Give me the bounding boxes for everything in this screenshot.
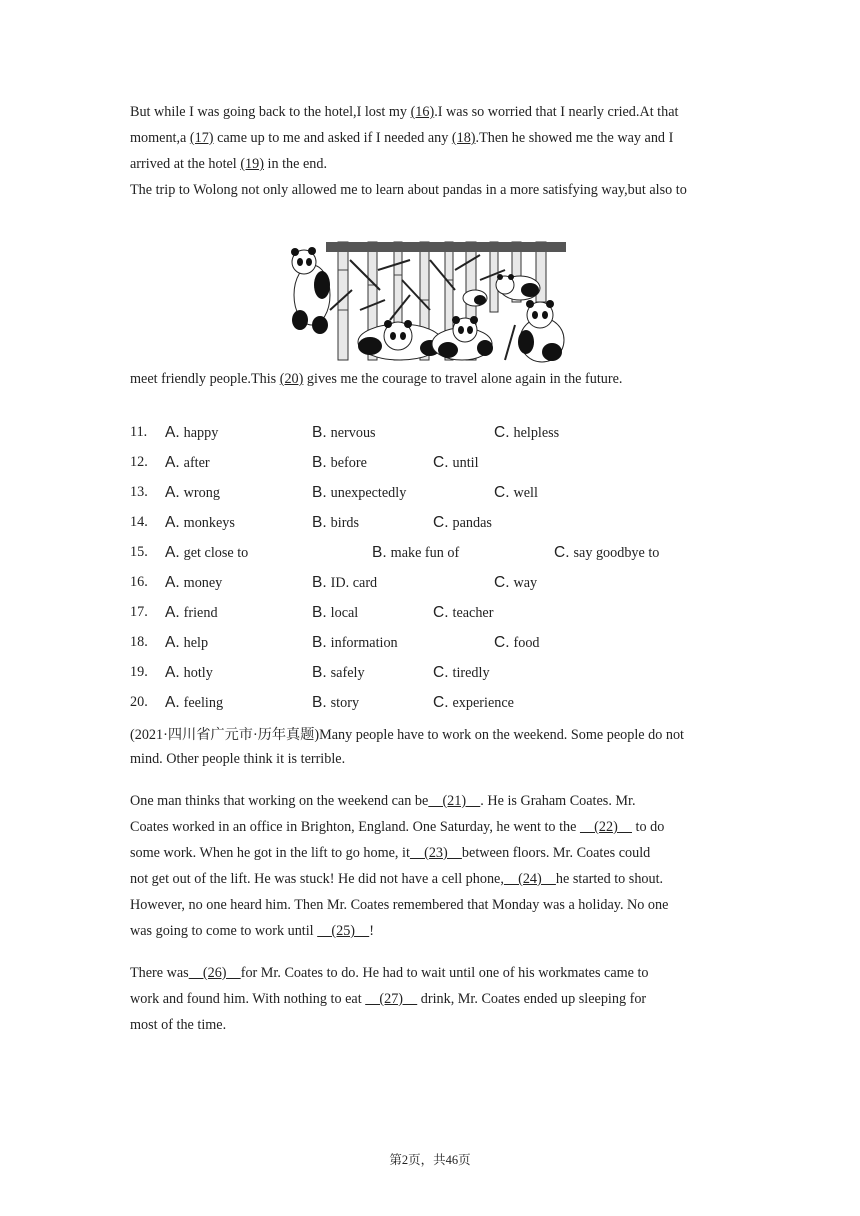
option-letter: A. <box>165 454 180 471</box>
passage-line: most of the time. <box>130 1017 227 1033</box>
option-letter: A. <box>165 514 180 531</box>
option-c[interactable] <box>494 484 538 502</box>
option-letter: C. <box>433 694 449 711</box>
option-a[interactable] <box>165 544 248 562</box>
option-text: feeling <box>183 695 224 711</box>
question-number: 19. <box>130 664 148 680</box>
option-text: until <box>452 455 479 471</box>
option-c[interactable] <box>554 544 659 562</box>
option-letter: B. <box>372 544 387 561</box>
option-c[interactable] <box>494 424 559 442</box>
question-number: 16. <box>130 574 148 590</box>
option-text: say goodbye to <box>573 545 660 561</box>
option-c[interactable] <box>433 604 493 622</box>
passage-line: moment,a (17) came up to me and asked if I needed any (18).Then he showed me the way and I <box>130 130 674 146</box>
option-text: money <box>183 575 223 591</box>
option-letter: C. <box>494 424 510 441</box>
option-letter: A. <box>165 544 180 561</box>
option-c[interactable] <box>433 664 490 682</box>
question-number: 18. <box>130 634 148 650</box>
option-b[interactable] <box>312 454 367 472</box>
option-a[interactable] <box>165 424 218 442</box>
option-letter: C. <box>494 484 510 501</box>
option-c[interactable] <box>494 574 537 592</box>
option-letter: A. <box>165 634 180 651</box>
option-a[interactable] <box>165 574 222 592</box>
option-text: after <box>183 455 210 471</box>
option-a[interactable] <box>165 514 235 532</box>
option-b[interactable] <box>312 514 359 532</box>
option-letter: C. <box>554 544 570 561</box>
option-letter: C. <box>433 454 449 471</box>
option-b[interactable] <box>312 424 376 442</box>
option-letter: C. <box>433 664 449 681</box>
question-number: 17. <box>130 604 148 620</box>
blank-24[interactable]: (24) <box>503 871 556 887</box>
passage-line: Coates worked in an office in Brighton, England. One Saturday, he went to the (22) to do <box>130 819 665 835</box>
option-c[interactable] <box>494 634 540 652</box>
blank-25[interactable]: (25) <box>317 923 370 939</box>
option-text: friend <box>183 605 218 621</box>
option-b[interactable] <box>372 544 459 562</box>
option-b[interactable] <box>312 604 358 622</box>
option-letter: A. <box>165 484 180 501</box>
passage-line: But while I was going back to the hotel,I lost my (16).I was so worried that I nearly cried.At that <box>130 104 679 120</box>
question-number: 14. <box>130 514 148 530</box>
option-text: well <box>513 485 538 501</box>
option-letter: B. <box>312 634 327 651</box>
option-letter: B. <box>312 454 327 471</box>
option-b[interactable] <box>312 574 377 592</box>
option-letter: B. <box>312 604 327 621</box>
question-number: 13. <box>130 484 148 500</box>
question-number: 11. <box>130 424 148 440</box>
blank-16: (16) <box>410 104 435 120</box>
option-a[interactable] <box>165 484 220 502</box>
option-letter: C. <box>433 604 449 621</box>
option-text: make fun of <box>390 545 460 561</box>
option-letter: B. <box>312 514 327 531</box>
blank-26[interactable]: (26) <box>188 965 241 981</box>
option-text: helpless <box>513 425 560 441</box>
option-letter: B. <box>312 664 327 681</box>
option-letter: B. <box>312 484 327 501</box>
passage-line: some work. When he got in the lift to go home, it (23) between floors. Mr. Coates could <box>130 845 651 861</box>
blank-19: (19) <box>240 156 264 172</box>
option-letter: A. <box>165 664 180 681</box>
option-text: teacher <box>452 605 494 621</box>
option-letter: C. <box>494 634 510 651</box>
option-text: food <box>513 635 540 651</box>
passage-line: meet friendly people.This (20) gives me the courage to travel alone again in the future. <box>130 371 623 387</box>
option-c[interactable] <box>433 454 479 472</box>
passage-line: was going to come to work until (25) ! <box>130 923 374 939</box>
source-intro-line: (2021·四川省广元市·历年真题)Many people have to work on the weekend. Some people do not <box>130 727 684 743</box>
question-number: 12. <box>130 454 148 470</box>
option-text: safely <box>330 665 365 681</box>
option-b[interactable] <box>312 484 406 502</box>
option-a[interactable] <box>165 634 208 652</box>
blank-18: (18) <box>451 130 476 146</box>
page-footer: 第2页，共46页 <box>389 1153 471 1167</box>
blank-23[interactable]: (23) <box>409 845 462 861</box>
panda-bamboo-illustration <box>290 240 570 366</box>
option-letter: C. <box>433 514 449 531</box>
option-text: hotly <box>183 665 213 681</box>
option-text: nervous <box>330 425 376 441</box>
question-number: 15. <box>130 544 148 560</box>
option-c[interactable] <box>433 694 514 712</box>
blank-27[interactable]: (27) <box>365 991 418 1007</box>
option-letter: B. <box>312 574 327 591</box>
option-text: unexpectedly <box>330 485 407 501</box>
option-letter: B. <box>312 424 327 441</box>
option-text: happy <box>183 425 219 441</box>
passage-line: not get out of the lift. He was stuck! He did not have a cell phone, (24) he started to shout. <box>130 871 664 887</box>
option-text: story <box>330 695 360 711</box>
option-a[interactable] <box>165 664 213 682</box>
option-text: birds <box>330 515 360 531</box>
option-letter: B. <box>312 694 327 711</box>
passage-line: The trip to Wolong not only allowed me to learn about pandas in a more satisfying way,but also to <box>130 182 687 198</box>
option-text: wrong <box>183 485 220 501</box>
option-text: before <box>330 455 367 471</box>
option-text: information <box>330 635 398 651</box>
option-text: experience <box>452 695 514 711</box>
question-number: 20. <box>130 694 148 710</box>
passage-line: However, no one heard him. Then Mr. Coates remembered that Monday was a holiday. No one <box>130 897 669 913</box>
option-letter: A. <box>165 604 180 621</box>
passage-line: One man thinks that working on the weekend can be (21) . He is Graham Coates. Mr. <box>130 793 636 809</box>
option-text: tiredly <box>452 665 490 681</box>
option-b[interactable] <box>312 634 398 652</box>
passage-line: There was (26) for Mr. Coates to do. He had to wait until one of his workmates came to <box>130 965 649 981</box>
option-text: help <box>183 635 209 651</box>
passage-line: work and found him. With nothing to eat (27) drink, Mr. Coates ended up sleeping for <box>130 991 647 1007</box>
option-text: local <box>330 605 359 621</box>
option-c[interactable] <box>433 514 492 532</box>
option-a[interactable] <box>165 694 223 712</box>
option-letter: C. <box>494 574 510 591</box>
option-a[interactable] <box>165 454 210 472</box>
option-text: ID. card <box>330 575 378 591</box>
option-letter: A. <box>165 574 180 591</box>
option-letter: A. <box>165 424 180 441</box>
option-text: pandas <box>452 515 492 531</box>
blank-22[interactable]: (22) <box>579 819 632 835</box>
blank-21[interactable]: (21) <box>428 793 481 809</box>
blank-20: (20) <box>279 371 304 387</box>
option-b[interactable] <box>312 664 365 682</box>
option-a[interactable] <box>165 604 218 622</box>
option-b[interactable] <box>312 694 359 712</box>
option-text: way <box>513 575 538 591</box>
passage-line: mind. Other people think it is terrible. <box>130 751 346 767</box>
passage-line: arrived at the hotel (19) in the end. <box>130 156 327 172</box>
option-text: monkeys <box>183 515 235 531</box>
option-text: get close to <box>183 545 249 561</box>
blank-17: (17) <box>189 130 214 146</box>
option-letter: A. <box>165 694 180 711</box>
